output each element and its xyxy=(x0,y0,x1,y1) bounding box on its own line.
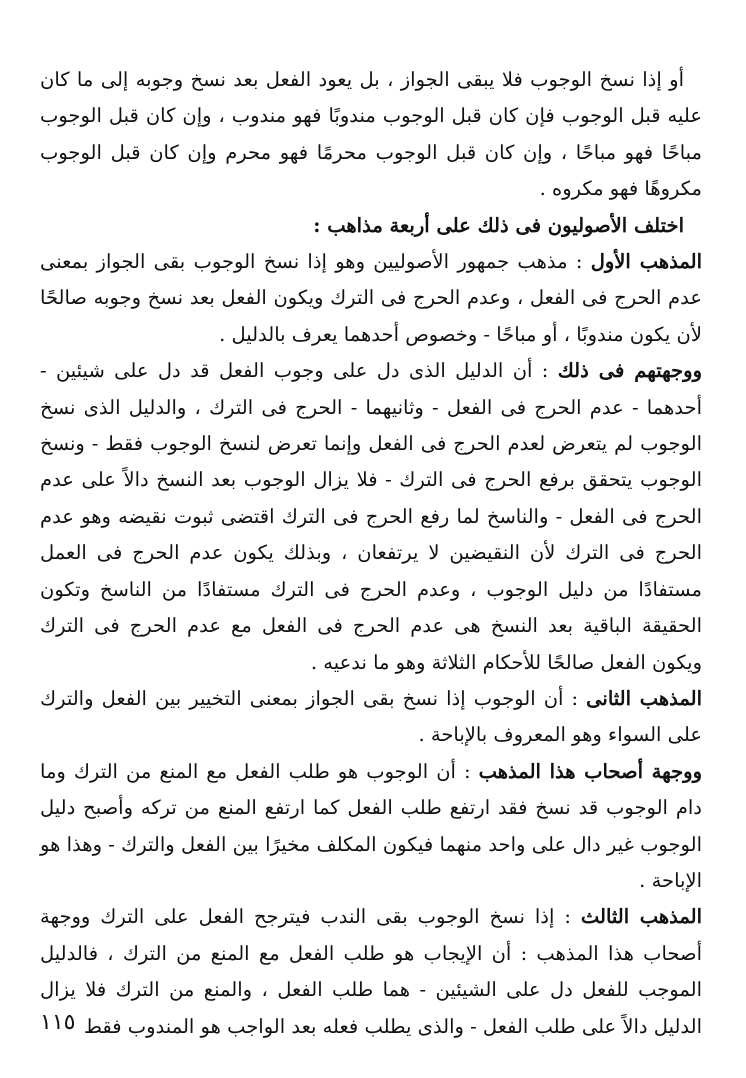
page-number: ١١٥ xyxy=(40,1010,76,1035)
paragraph-text: : أن الدليل الذى دل على وجوب الفعل قد دل على شيئين - أحدهما - عدم الحرج فى الفعل - وثانيهما - الحرج فى الترك ، والدليل الذى نسخ الوجوب لم يتعرض لعدم الحرج فى الفعل وإنما تعرض لنسخ الوجوب فقط - ونسخ الوجوب يتحقق برفع الحرج فى الترك - فلا يزال الوجوب بعد النسخ دالاً على عدم الحرج فى الفعل - والناسخ لما رفع الحرج فى الترك اقتضى ثبوت نقيضه وهو عدم الحرج فى الترك لأن النقيضين لا يرتفعان ، وبذلك يكون عدم الحرج فى العمل مستفادًا من دليل الوجوب ، وعدم الحرج فى الترك مستفادًا من الناسخ وتكون الحقيقة الباقية بعد النسخ هى عدم الحرج فى الفعل مع عدم الحرج فى الترك ويكون الفعل صالحًا للأحكام الثلاثة وهو ما ندعيه . xyxy=(40,359,702,674)
paragraph-lead: المذهب الأول xyxy=(590,250,702,274)
paragraph-lead: ووجهة أصحاب هذا المذهب xyxy=(478,759,702,783)
paragraph-text: : إذا نسخ الوجوب بقى الندب فيترجح الفعل على الترك ووجهة أصحاب هذا المذهب : أن الإيجاب هو طلب الفعل مع المنع من الترك ، فالدليل الموجب للفعل دل على الشيئين - هما طلب الفعل ، والمنع من الترك فلا يزال الدليل دالاً على طلب الفعل - والذى يطلب فعله بعد الواجب هو المندوب فقط xyxy=(40,905,702,1038)
paragraph-first-school xyxy=(40,244,702,353)
paragraph-text: أو إذا نسخ الوجوب فلا يبقى الجواز ، بل يعود الفعل بعد نسخ وجوبه إلى ما كان عليه قبل الوجوب فإن كان قبل الوجوب مندوبًا فهو مندوب ، وإن كان قبل الوجوب مباحًا فهو مباحًا ، وإن كان قبل الوجوب محرمًا فهو محرم وإن كان قبل الوجوب مكروهًا فهو مكروه . xyxy=(40,68,702,201)
paragraph-third-school xyxy=(40,899,702,1045)
paragraph-text: : أن الوجوب هو طلب الفعل مع المنع من الترك وما دام الوجوب قد نسخ فقد ارتفع طلب الفعل كما ارتفع المنع من تركه وأصبح دليل الوجوب غير دال على واحد منهما فيكون المكلف مخيرًا بين الفعل والترك - وهذا هو الإباحة . xyxy=(40,759,702,892)
heading-text: اختلف الأصوليون فى ذلك على أربعة مذاهب : xyxy=(313,213,684,237)
paragraph-second-school-reasoning xyxy=(40,754,702,900)
paragraph-text: : مذهب جمهور الأصوليين وهو إذا نسخ الوجوب بقى الجواز بمعنى عدم الحرج فى الفعل ، وعدم الحرج فى الترك ويكون الفعل بعد نسخ وجوبه صالحًا لأن يكون مندوبًا ، أو مباحًا - وخصوص أحدهما يعرف بالدليل . xyxy=(40,250,702,346)
paragraph-lead: المذهب الثالث xyxy=(580,905,702,929)
paragraph-lead: المذهب الثانى xyxy=(586,686,703,710)
paragraph-intro xyxy=(40,62,702,208)
paragraph-lead: ووجهتهم فى ذلك xyxy=(557,359,702,383)
paragraph-second-school xyxy=(40,681,702,754)
paragraph-text: : أن الوجوب إذا نسخ بقى الجواز بمعنى التخيير بين الفعل والترك على السواء وهو المعروف بالإباحة . xyxy=(40,686,702,747)
paragraph-first-school-reasoning xyxy=(40,353,702,681)
section-heading xyxy=(40,208,702,244)
